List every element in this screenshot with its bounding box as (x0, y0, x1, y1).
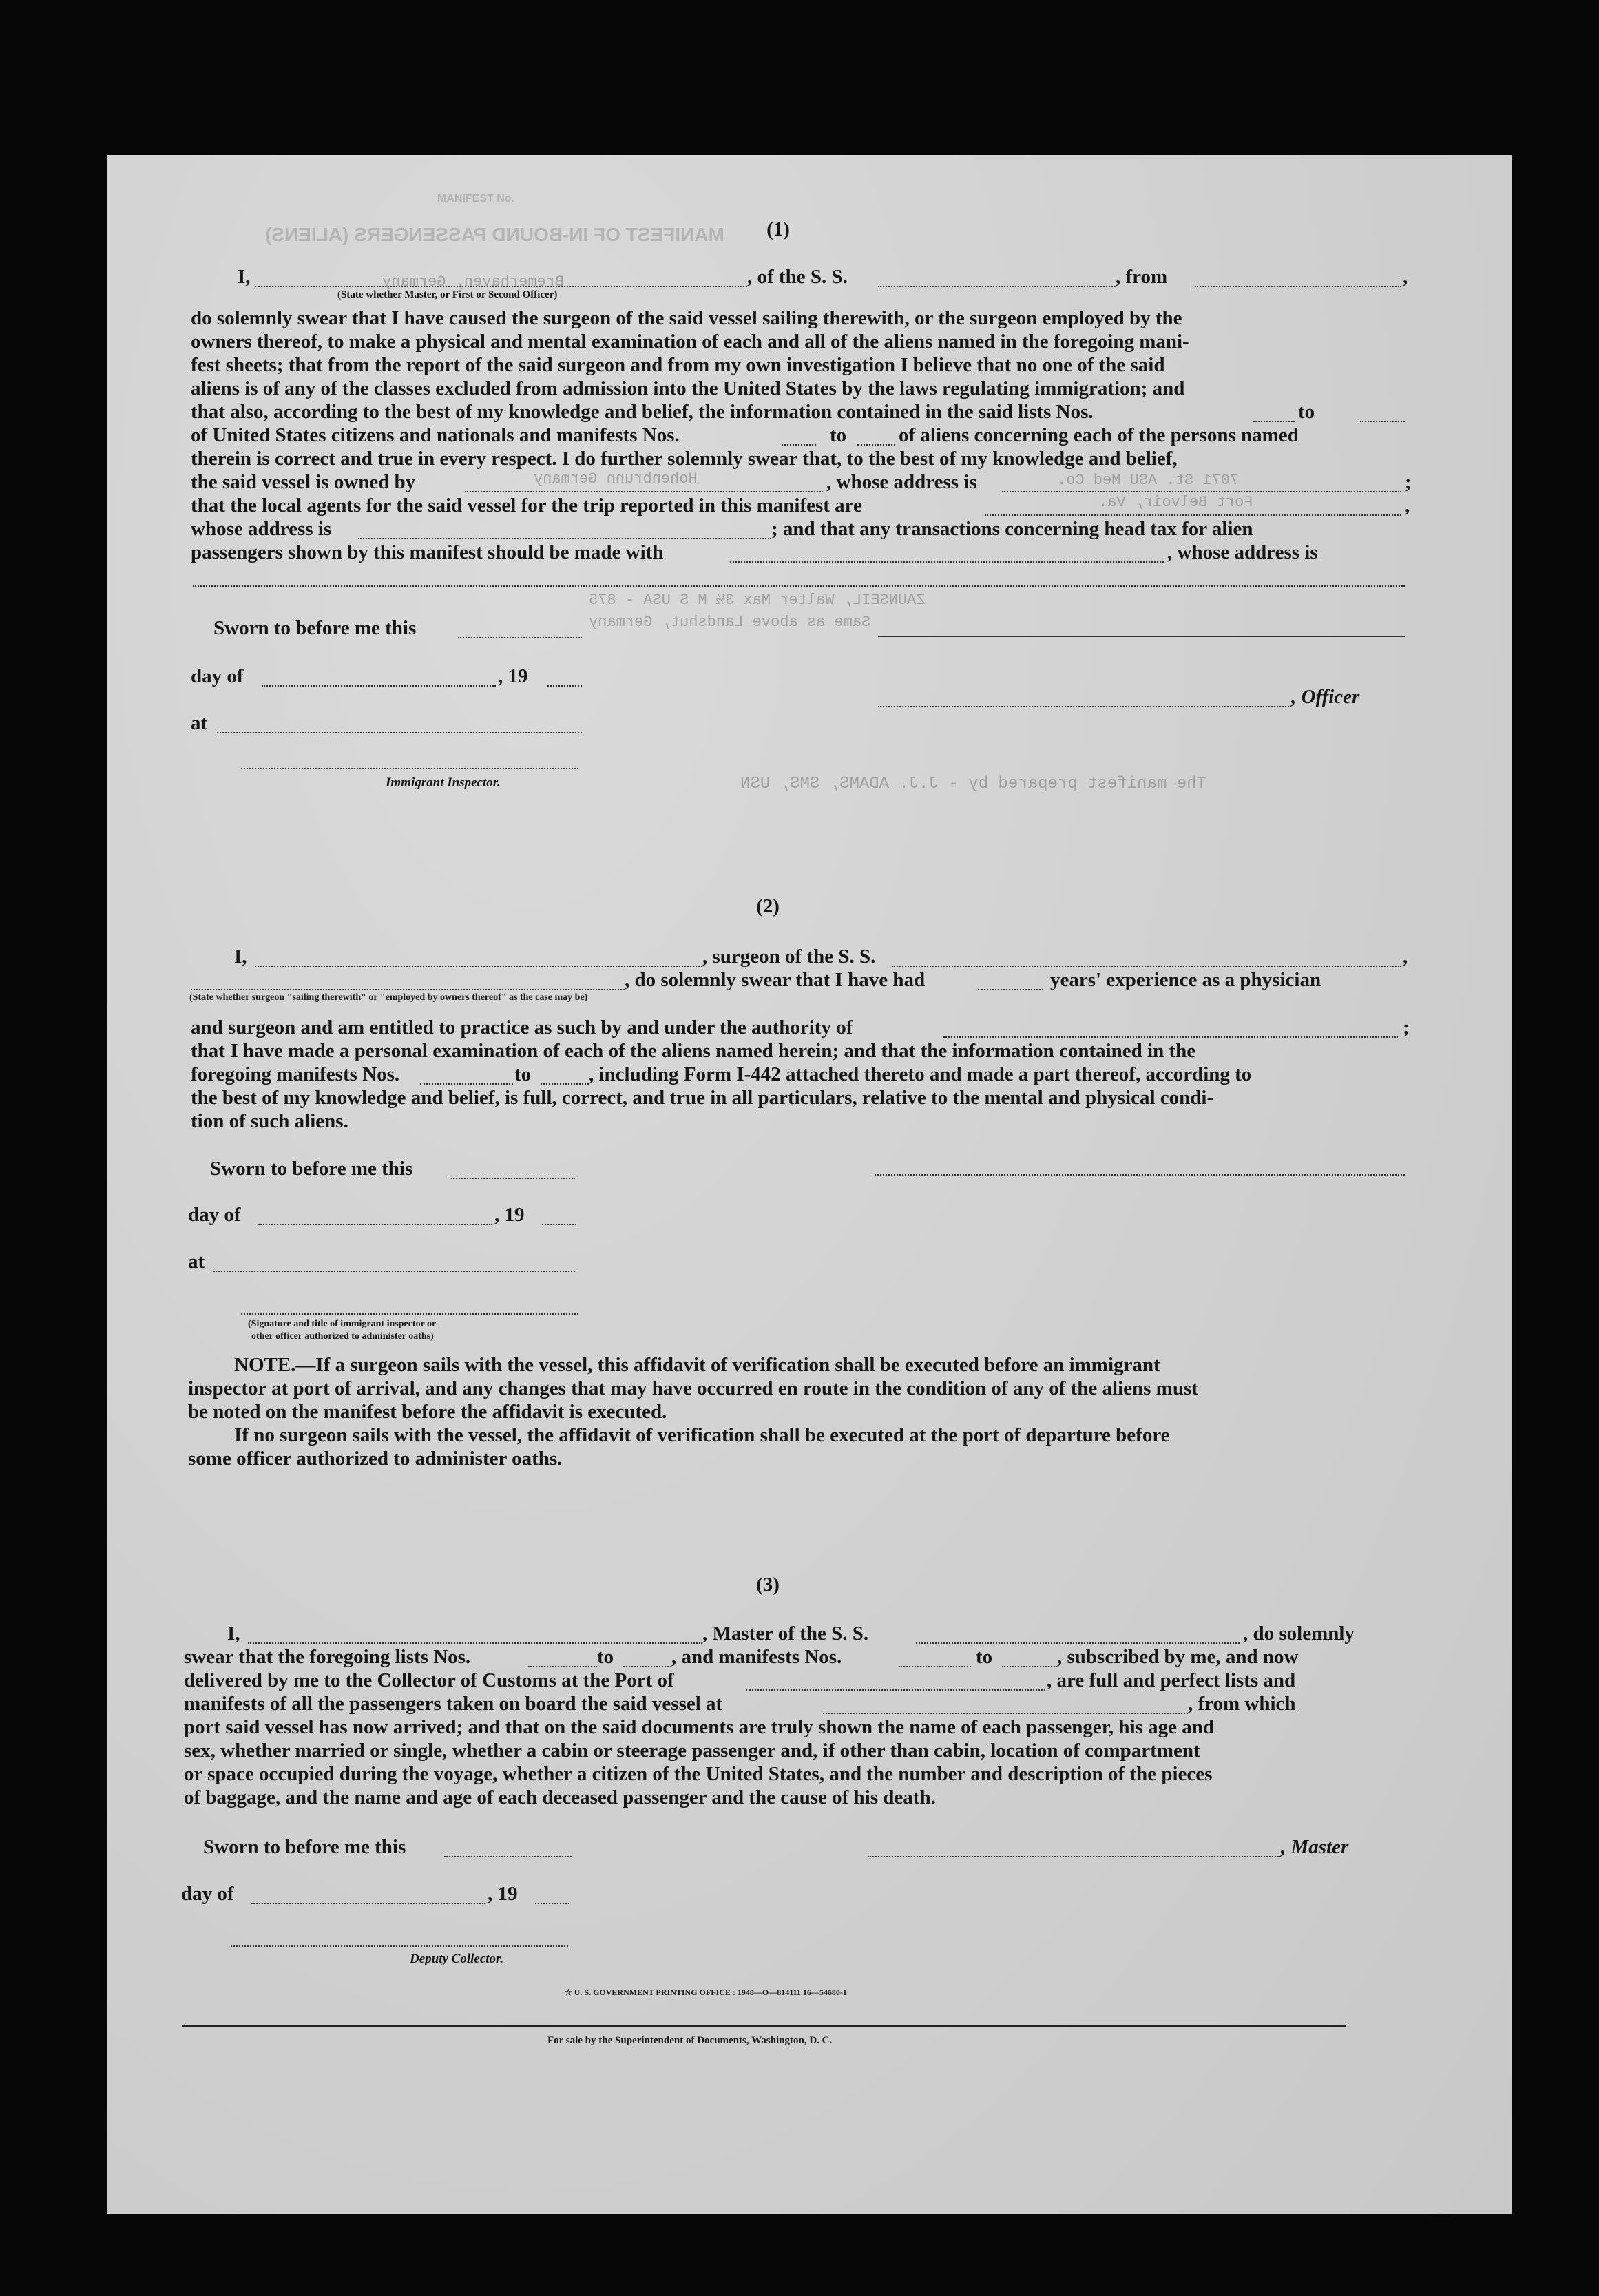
s3-para-line: sex, whether married or single, whether a cabin or steerage passenger and, if other than cabin, location of compartment (184, 1740, 1200, 1762)
s2-sworn-field (451, 1178, 575, 1179)
s3-day-field (251, 1903, 485, 1904)
s3-to: to (976, 1646, 993, 1668)
s1-from-field (1195, 286, 1401, 287)
section-1-heading: (1) (766, 218, 790, 240)
s2-authority-field (943, 1036, 1398, 1038)
s3-bottom-rule (182, 2025, 1346, 2027)
s1-head-tax-field (730, 561, 1164, 563)
s1-day-field (262, 685, 496, 687)
s3-nineteen: , 19 (488, 1883, 518, 1905)
bleed-through-row1: ZAUNSEIL, Walter Max 3½ M S USA - 875 (589, 592, 926, 609)
s3-sworn-field (444, 1856, 572, 1857)
s3-do-solemnly: , do solemnly (1243, 1622, 1355, 1645)
s2-surgeon-of: , surgeon of the S. S. (702, 946, 876, 968)
s2-signature-field (875, 1174, 1405, 1176)
s1-comma: , (1403, 266, 1408, 288)
s3-para-line: or space occupied during the voyage, whether a citizen of the United States, and the number and description of the pieces (184, 1763, 1213, 1785)
s1-lists-from-field (1253, 421, 1295, 422)
s3-manifests-all: manifests of all the passengers taken on board the said vessel at (184, 1693, 723, 1715)
section-2-heading: (2) (756, 895, 780, 917)
document-sheet (107, 155, 1512, 2214)
s2-para-line: the best of my knowledge and belief, is full, correct, and true in all particulars, relative to the mental and physical condi- (191, 1087, 1214, 1109)
s1-para-line: that also, according to the best of my knowledge and belief, the information contained in the said lists Nos. (191, 401, 1094, 423)
s3-para-line: of baggage, and the name and age of each deceased passenger and the cause of his death. (184, 1786, 936, 1808)
s3-master-signature-field (868, 1856, 1281, 1857)
s1-head-tax: ; and that any transactions concerning head tax for alien (771, 518, 1253, 540)
s1-para-line: therein is correct and true in every respect. I do further solemnly swear that, to the best of my knowledge and belief, (191, 448, 1178, 470)
s2-at: at (188, 1251, 205, 1273)
s2-note-line: be noted on the manifest before the affidavit is executed. (188, 1401, 667, 1423)
s2-solemnly: , do solemnly swear that I have had (625, 969, 926, 991)
s1-at: at (191, 712, 208, 734)
s2-including: , including Form I-442 attached thereto and made a part thereof, according to (589, 1063, 1252, 1085)
s3-master-of: , Master of the S. S. (702, 1622, 869, 1645)
s1-inspector-label: Immigrant Inspector. (386, 775, 501, 790)
bleed-through-address2: Fort Belvoir, Va. (1098, 494, 1253, 511)
s2-note-line: inspector at port of arrival, and any changes that may have occurred en route in the condition of any of the aliens must (188, 1377, 1198, 1399)
s1-para-line: of United States citizens and nationals and manifests Nos. (191, 424, 680, 446)
s3-day-of: day of (181, 1883, 234, 1905)
s2-note-line: If no surgeon sails with the vessel, the affidavit of verification shall be executed at the port of departure before (234, 1424, 1170, 1446)
s1-day-of: day of (191, 665, 244, 687)
s1-lists-to-field (1360, 421, 1405, 422)
s3-deputy-signature-line (231, 1945, 568, 1947)
s3-i: I, (227, 1622, 240, 1645)
s2-note-line: some officer authorized to administer oaths. (188, 1448, 563, 1470)
s2-inspector-signature-line (241, 1313, 578, 1315)
s2-to: to (514, 1063, 532, 1085)
s1-comma: , (1405, 494, 1410, 516)
bleed-through-row2: Same as above Landshut, Germany (589, 614, 871, 631)
s3-swear: swear that the foregoing lists Nos. (184, 1646, 471, 1668)
s3-lists-from-field (528, 1666, 597, 1667)
s3-manifests-to-field (1002, 1666, 1057, 1667)
s3-gpo-imprint: ☆ U. S. GOVERNMENT PRINTING OFFICE : 1948—O—814111 16—54680-1 (565, 1987, 847, 1997)
s1-local-agents: that the local agents for the said vessel for the trip reported in this manifest are (191, 494, 862, 516)
s2-manifests-from-field (420, 1083, 513, 1085)
s1-at-field (217, 732, 582, 733)
s1-to: to (830, 424, 847, 446)
s2-comma: , (1403, 946, 1408, 968)
s1-para-line: fest sheets; that from the report of the said surgeon and from my own investigation I believe that no one of the said (191, 354, 1165, 376)
s1-officer-name-field (255, 286, 747, 287)
s1-owner-field (465, 491, 823, 492)
s1-whose-address: , whose address is (826, 471, 977, 493)
s3-to: to (597, 1646, 614, 1668)
s1-passengers: passengers shown by this manifest should be made with (191, 541, 664, 563)
s2-manifests: foregoing manifests Nos. (191, 1063, 400, 1085)
s1-i: I, (238, 266, 251, 288)
s1-head-tax-address-field (193, 585, 1405, 587)
s3-delivered: delivered by me to the Collector of Customs at the Port of (184, 1669, 674, 1691)
s1-officer-signature-line (878, 636, 1405, 637)
s2-note-line: NOTE.—If a surgeon sails with the vessel, this affidavit of verification shall be executed before an immigrant (234, 1354, 1160, 1376)
s3-master-name-field (248, 1642, 702, 1644)
section-3-heading: (3) (756, 1574, 780, 1596)
s1-sworn: Sworn to before me this (213, 617, 417, 639)
s3-lists-to-field (623, 1666, 671, 1667)
s3-vessel-field (916, 1642, 1240, 1644)
s1-owner-address-field (1002, 491, 1401, 492)
s2-sig-caption: other officer authorized to administer oaths) (251, 1331, 434, 1342)
s2-day-field (258, 1224, 492, 1225)
s2-para-line: that I have made a personal examination of each of the aliens named herein; and that the information contained in the (191, 1040, 1196, 1062)
s3-manifests-from-field (899, 1666, 971, 1667)
s1-caption: (State whether Master, or First or Second Officer) (337, 289, 558, 300)
bleed-through-address: 7071 St. ASU Med Co. (1057, 472, 1240, 489)
s1-officer-field (878, 706, 1291, 707)
s2-vessel-field (892, 966, 1401, 967)
s1-agents-field (985, 514, 1401, 516)
s2-years-field (978, 989, 1043, 990)
s2-i: I, (234, 946, 247, 968)
s2-authority: and surgeon and am entitled to practice as such by and under the authority of (191, 1016, 853, 1039)
s3-year-field (535, 1903, 569, 1904)
s3-full-perfect: , are full and perfect lists and (1047, 1669, 1296, 1691)
s2-status-field (191, 989, 625, 990)
bleed-through-owner: Bremerhaven, Germany (382, 273, 565, 291)
s2-year-field (542, 1224, 576, 1225)
s3-port-field (746, 1689, 1045, 1691)
s1-manifest-to-field (857, 444, 895, 446)
s3-sale-notice: For sale by the Superintendent of Documents, Washington, D. C. (547, 2035, 833, 2046)
s1-officer-label: , Officer (1291, 686, 1360, 708)
bleed-through-owner2: Hohenbrunn Germany (534, 470, 698, 488)
s1-nineteen: , 19 (498, 665, 528, 687)
s3-and-manifests: , and manifests Nos. (671, 1646, 842, 1668)
s1-para-line: owners thereof, to make a physical and mental examination of each and all of the aliens named in the foregoing mani- (191, 331, 1189, 353)
bleed-through-prepared: The manifest prepared by - J.J. ADAMS, SMS, USN (740, 775, 1206, 793)
s3-para-line: port said vessel has now arrived; and that on the said documents are truly shown the name of each passenger, his age and (184, 1716, 1215, 1738)
s1-agent-address: whose address is (191, 518, 332, 540)
s1-whose-address-is: , whose address is (1167, 541, 1318, 563)
s1-owned-by: the said vessel is owned by (191, 471, 416, 493)
s2-sig-caption: (Signature and title of immigrant inspector or (248, 1319, 437, 1329)
s3-boarding-field (823, 1713, 1188, 1714)
s3-from-which: , from which (1188, 1693, 1296, 1715)
s2-nineteen: , 19 (494, 1204, 525, 1226)
s1-vessel-field (878, 286, 1116, 287)
s2-day-of: day of (188, 1204, 241, 1226)
s1-manifest-from-field (782, 444, 816, 446)
s1-year-field (547, 685, 582, 687)
s1-inspector-signature-line (241, 768, 578, 769)
s2-manifests-to-field (541, 1083, 589, 1085)
s1-to: to (1298, 401, 1315, 423)
s1-para-line: aliens is of any of the classes excluded from admission into the United States by the laws regulating immigration; and (191, 377, 1185, 399)
s2-years-experience: years' experience as a physician (1050, 969, 1321, 991)
s1-para-line: do solemnly swear that I have caused the surgeon of the said vessel sailing therewith, or the surgeon employed by the (191, 307, 1182, 329)
s1-of-ss: , of the S. S. (747, 266, 848, 288)
s2-caption: (State whether surgeon "sailing therewith" or "employed by owners thereof" as the case may be) (189, 992, 588, 1003)
s3-subscribed: , subscribed by me, and now (1057, 1646, 1299, 1668)
bleed-through-stamp: MANIFEST No. (437, 193, 514, 205)
s1-agent-address-field (358, 538, 771, 539)
s2-para-line: tion of such aliens. (191, 1110, 348, 1132)
s1-para-line: of aliens concerning each of the persons named (899, 424, 1299, 446)
s2-sworn: Sworn to before me this (210, 1158, 413, 1180)
s2-at-field (213, 1271, 575, 1272)
s2-semicolon: ; (1403, 1016, 1410, 1039)
s1-semicolon: ; (1405, 471, 1412, 493)
bleed-through-title: MANIFEST OF IN-BOUND PASSENGERS (ALIENS) (265, 224, 724, 245)
s1-sworn-field (458, 637, 582, 638)
s3-sworn: Sworn to before me this (203, 1836, 406, 1858)
s3-master-label: , Master (1281, 1836, 1349, 1858)
s2-surgeon-name-field (255, 966, 702, 967)
s3-deputy-label: Deputy Collector. (410, 1952, 504, 1966)
s1-from: , from (1116, 266, 1168, 288)
